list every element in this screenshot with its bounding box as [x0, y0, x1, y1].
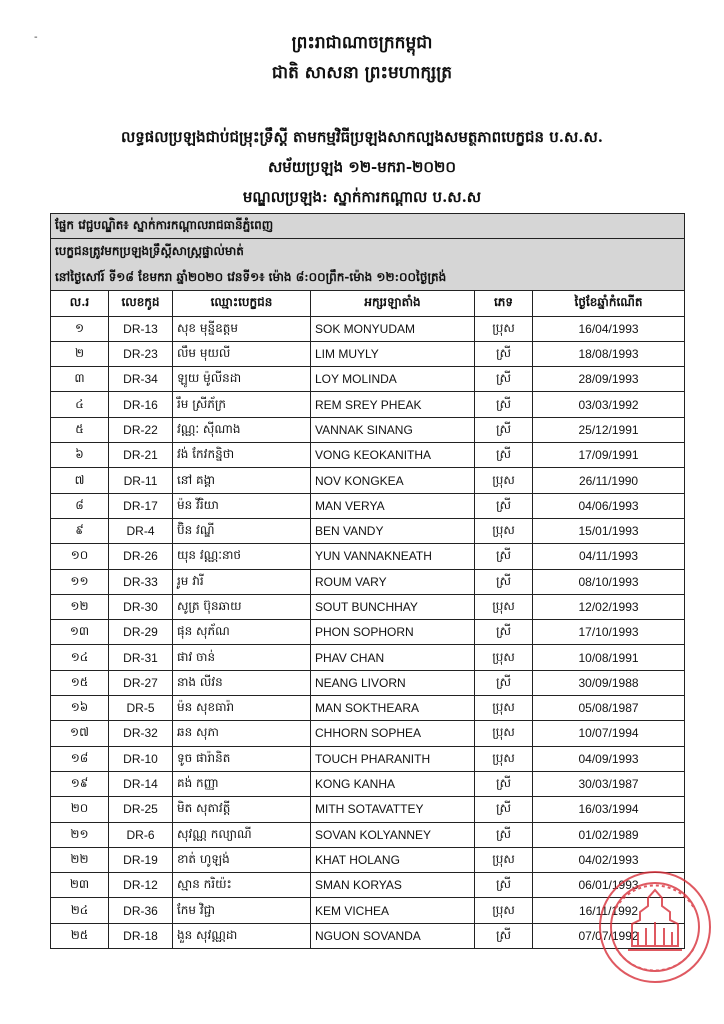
cell-name-kh: នាង លីវន: [173, 670, 311, 695]
column-header-name-kh: ឈ្មោះបេក្ខជន: [173, 291, 311, 316]
cell-name-kh: ប៊ិន វណ្ឌី: [173, 518, 311, 543]
motto-heading: ជាតិ សាសនា ព្រះមហាក្សត្រ: [271, 63, 453, 83]
cell-name-latin: LIM MUYLY: [311, 341, 475, 366]
cell-dob: 25/12/1991: [533, 417, 685, 442]
column-header-code: លេខកូដ: [109, 291, 173, 316]
cell-number: ១៩: [51, 771, 109, 796]
cell-dob: 04/09/1993: [533, 746, 685, 771]
column-header-dob: ថ្ងៃខែឆ្នាំកំណើត: [533, 291, 685, 316]
table-row: [51, 696, 685, 721]
cell-name-latin: LOY MOLINDA: [311, 367, 475, 392]
cell-number: ២៤: [51, 898, 109, 923]
cell-number: ១០: [51, 544, 109, 569]
cell-sex: ស្រី: [475, 670, 533, 695]
cell-name-kh: នៅ គង្គា: [173, 468, 311, 493]
cell-code: DR-26: [109, 544, 173, 569]
session-heading: សម័យប្រឡង ១២-មករា-២០២០: [267, 158, 457, 176]
cell-code: DR-23: [109, 341, 173, 366]
cell-number: ១៤: [51, 645, 109, 670]
cell-number: ១៣: [51, 620, 109, 645]
cell-dob: 10/07/1994: [533, 721, 685, 746]
notice-text: បេក្ខជនត្រូវមកប្រឡងទ្រឹស្តីសាស្ត្រផ្ទាល់មាត់: [51, 239, 685, 265]
cell-dob: 17/09/1991: [533, 443, 685, 468]
cell-name-kh: ឡូយ ម៉ូលីនដា: [173, 367, 311, 392]
cell-name-kh: ស្មាន ករិយ៉ះ: [173, 873, 311, 898]
table-row: [51, 797, 685, 822]
cell-name-kh: ងួន សុវណ្ណដា: [173, 923, 311, 948]
table-row: [51, 645, 685, 670]
table-row: [51, 620, 685, 645]
table-row: [51, 670, 685, 695]
cell-number: ១៨: [51, 746, 109, 771]
cell-sex: ស្រី: [475, 822, 533, 847]
cell-dob: 03/03/1992: [533, 392, 685, 417]
cell-name-kh: វង់ កែវកន្និថា: [173, 443, 311, 468]
results-table: [50, 213, 685, 949]
cell-code: DR-30: [109, 594, 173, 619]
cell-sex: ស្រី: [475, 923, 533, 948]
cell-number: ១៥: [51, 670, 109, 695]
cell-code: DR-32: [109, 721, 173, 746]
cell-name-latin: KEM VICHEA: [311, 898, 475, 923]
table-row: [51, 443, 685, 468]
cell-name-kh: សូត្រ ប៊ុនឆាយ: [173, 594, 311, 619]
cell-name-kh: ផាវ ចាន់: [173, 645, 311, 670]
cell-name-latin: PHAV CHAN: [311, 645, 475, 670]
cell-number: ៦: [51, 443, 109, 468]
cell-dob: 26/11/1990: [533, 468, 685, 493]
cell-code: DR-4: [109, 518, 173, 543]
cell-sex: ស្រី: [475, 797, 533, 822]
schedule-text: នៅថ្ងៃសៅរ៍ ទី១៨ ខែមករា ឆ្នាំ២០២០ វេនទី១៖ ម៉ោង ៨:០០ព្រឹក-ម៉ោង ១២:០០ថ្ងៃត្រង់: [51, 265, 685, 291]
cell-code: DR-33: [109, 569, 173, 594]
cell-number: ១១: [51, 569, 109, 594]
table-row: [51, 341, 685, 366]
cell-name-latin: MAN VERYA: [311, 493, 475, 518]
cell-sex: ស្រី: [475, 493, 533, 518]
table-row: [51, 544, 685, 569]
cell-name-kh: លឹម មុយលី: [173, 341, 311, 366]
table-row: [51, 316, 685, 341]
cell-number: ៣: [51, 367, 109, 392]
cell-number: ៧: [51, 468, 109, 493]
cell-name-latin: MITH SOTAVATTEY: [311, 797, 475, 822]
cell-code: DR-13: [109, 316, 173, 341]
table-row: [51, 569, 685, 594]
cell-code: DR-36: [109, 898, 173, 923]
table-row: [51, 721, 685, 746]
table-row: [51, 518, 685, 543]
cell-name-kh: ផុន សុភ័ណ: [173, 620, 311, 645]
cell-sex: ស្រី: [475, 443, 533, 468]
cell-code: DR-6: [109, 822, 173, 847]
cell-dob: 08/10/1993: [533, 569, 685, 594]
cell-sex: ស្រី: [475, 620, 533, 645]
cell-code: DR-31: [109, 645, 173, 670]
cell-sex: ស្រី: [475, 771, 533, 796]
cell-name-kh: ខាត់ ហូឡង់: [173, 847, 311, 872]
table-row: [51, 468, 685, 493]
department-text: ផ្នែក វេជ្ជបណ្ឌិត៖ ស្នាក់ការកណ្ដាលរាជធានីភ្នំពេញ: [51, 214, 685, 239]
cell-name-latin: NEANG LIVORN: [311, 670, 475, 695]
table-row: [51, 898, 685, 923]
table-row: [51, 594, 685, 619]
cell-dob: 30/09/1988: [533, 670, 685, 695]
cell-name-kh: កែម វិជ្ជា: [173, 898, 311, 923]
cell-name-kh: ឆន សុភា: [173, 721, 311, 746]
table-row: [51, 822, 685, 847]
column-header-sex: ភេទ: [475, 291, 533, 316]
cell-sex: ប្រុស: [475, 746, 533, 771]
cell-name-latin: SOVAN KOLYANNEY: [311, 822, 475, 847]
cell-code: DR-19: [109, 847, 173, 872]
cell-name-latin: PHON SOPHORN: [311, 620, 475, 645]
cell-sex: ប្រុស: [475, 898, 533, 923]
cell-name-kh: វណ្ណៈ ស៊ីណាង: [173, 417, 311, 442]
column-header-number: ល.រ: [51, 291, 109, 316]
table-row: [51, 417, 685, 442]
cell-sex: ស្រី: [475, 569, 533, 594]
cell-number: ១៦: [51, 696, 109, 721]
cell-number: ១៧: [51, 721, 109, 746]
cell-dob: 04/02/1993: [533, 847, 685, 872]
cell-number: ២: [51, 341, 109, 366]
cell-dob: 10/08/1991: [533, 645, 685, 670]
cell-name-latin: NOV KONGKEA: [311, 468, 475, 493]
cell-name-kh: ម៉ន វីរិយា: [173, 493, 311, 518]
cell-code: DR-27: [109, 670, 173, 695]
cell-sex: ប្រុស: [475, 847, 533, 872]
cell-name-kh: រឹម ស្រីភ័ក្រ: [173, 392, 311, 417]
cell-code: DR-5: [109, 696, 173, 721]
cell-name-latin: SMAN KORYAS: [311, 873, 475, 898]
cell-sex: ស្រី: [475, 873, 533, 898]
cell-code: DR-34: [109, 367, 173, 392]
cell-name-kh: គង់ កញ្ញា: [173, 771, 311, 796]
table-row: [51, 493, 685, 518]
cell-sex: ប្រុស: [475, 594, 533, 619]
cell-sex: ស្រី: [475, 341, 533, 366]
kingdom-heading: ព្រះរាជាណាចក្រកម្ពុជា: [291, 33, 433, 53]
table-row: [51, 873, 685, 898]
cell-dob: 12/02/1993: [533, 594, 685, 619]
cell-name-latin: NGUON SOVANDA: [311, 923, 475, 948]
cell-number: ២៣: [51, 873, 109, 898]
cell-name-latin: SOUT BUNCHHAY: [311, 594, 475, 619]
table-row: [51, 847, 685, 872]
cell-code: DR-11: [109, 468, 173, 493]
cell-number: ២២: [51, 847, 109, 872]
cell-name-latin: YUN VANNAKNEATH: [311, 544, 475, 569]
document-title: លទ្ធផលប្រឡងជាប់ជម្រុះទ្រឹស្តី តាមកម្មវិធីប្រឡងសាកល្បងសមត្ថភាពបេក្ខជន ប.ស.ស.: [120, 128, 604, 146]
schedule-banner: [51, 265, 685, 291]
cell-sex: ស្រី: [475, 367, 533, 392]
cell-name-latin: VONG KEOKANITHA: [311, 443, 475, 468]
cell-name-latin: SOK MONYUDAM: [311, 316, 475, 341]
cell-code: DR-17: [109, 493, 173, 518]
cell-sex: ប្រុស: [475, 468, 533, 493]
cell-name-latin: REM SREY PHEAK: [311, 392, 475, 417]
cell-dob: 04/06/1993: [533, 493, 685, 518]
table-row: [51, 392, 685, 417]
cell-code: DR-29: [109, 620, 173, 645]
table-header-row: [51, 291, 685, 316]
cell-dob: 05/08/1987: [533, 696, 685, 721]
cell-code: DR-12: [109, 873, 173, 898]
cell-sex: ស្រី: [475, 417, 533, 442]
table-row: [51, 367, 685, 392]
scan-mark: -: [34, 32, 38, 43]
cell-name-kh: សុខ មុន្នីឧត្តម: [173, 316, 311, 341]
cell-code: DR-14: [109, 771, 173, 796]
department-banner: [51, 214, 685, 239]
cell-code: DR-18: [109, 923, 173, 948]
column-header-name-latin: អក្សរឡាតាំង: [311, 291, 475, 316]
cell-number: ៨: [51, 493, 109, 518]
cell-sex: ប្រុស: [475, 721, 533, 746]
cell-name-kh: រូម វារី: [173, 569, 311, 594]
cell-sex: ស្រី: [475, 544, 533, 569]
cell-name-latin: MAN SOKTHEARA: [311, 696, 475, 721]
cell-dob: 04/11/1993: [533, 544, 685, 569]
table-row: [51, 923, 685, 948]
cell-number: ១២: [51, 594, 109, 619]
cell-name-latin: KONG KANHA: [311, 771, 475, 796]
cell-name-latin: TOUCH PHARANITH: [311, 746, 475, 771]
notice-banner: [51, 239, 685, 265]
cell-code: DR-16: [109, 392, 173, 417]
cell-sex: ប្រុស: [475, 696, 533, 721]
cell-name-kh: មិត សុតាវត្តី: [173, 797, 311, 822]
cell-sex: ស្រី: [475, 392, 533, 417]
cell-number: ២១: [51, 822, 109, 847]
cell-dob: 01/02/1989: [533, 822, 685, 847]
table-row: [51, 771, 685, 796]
cell-sex: ប្រុស: [475, 645, 533, 670]
cell-dob: 16/04/1993: [533, 316, 685, 341]
cell-dob: 16/03/1994: [533, 797, 685, 822]
cell-number: ២០: [51, 797, 109, 822]
cell-number: ៤: [51, 392, 109, 417]
cell-sex: ប្រុស: [475, 316, 533, 341]
cell-dob: 15/01/1993: [533, 518, 685, 543]
cell-code: DR-10: [109, 746, 173, 771]
cell-dob: 28/09/1993: [533, 367, 685, 392]
cell-name-latin: VANNAK SINANG: [311, 417, 475, 442]
cell-number: ៥: [51, 417, 109, 442]
cell-dob: 07/07/1992: [533, 923, 685, 948]
cell-number: ៩: [51, 518, 109, 543]
cell-name-latin: ROUM VARY: [311, 569, 475, 594]
cell-name-kh: សុវណ្ណ កល្យាណី: [173, 822, 311, 847]
cell-number: ១: [51, 316, 109, 341]
cell-dob: 16/11/1992: [533, 898, 685, 923]
center-heading: មណ្ឌលប្រឡង: ស្នាក់ការកណ្ដាល ប.ស.ស: [242, 188, 482, 206]
cell-name-kh: ទូច ផារ៉ានិត: [173, 746, 311, 771]
table-row: [51, 746, 685, 771]
cell-name-kh: យុន វណ្ណៈនាថ: [173, 544, 311, 569]
cell-dob: 18/08/1993: [533, 341, 685, 366]
cell-name-latin: KHAT HOLANG: [311, 847, 475, 872]
cell-name-latin: BEN VANDY: [311, 518, 475, 543]
cell-name-latin: CHHORN SOPHEA: [311, 721, 475, 746]
cell-code: DR-22: [109, 417, 173, 442]
cell-dob: 17/10/1993: [533, 620, 685, 645]
cell-name-kh: ម៉ន សុខធារ៉ា: [173, 696, 311, 721]
cell-number: ២៥: [51, 923, 109, 948]
cell-code: DR-21: [109, 443, 173, 468]
cell-sex: ប្រុស: [475, 518, 533, 543]
cell-dob: 06/01/1993: [533, 873, 685, 898]
cell-code: DR-25: [109, 797, 173, 822]
cell-dob: 30/03/1987: [533, 771, 685, 796]
